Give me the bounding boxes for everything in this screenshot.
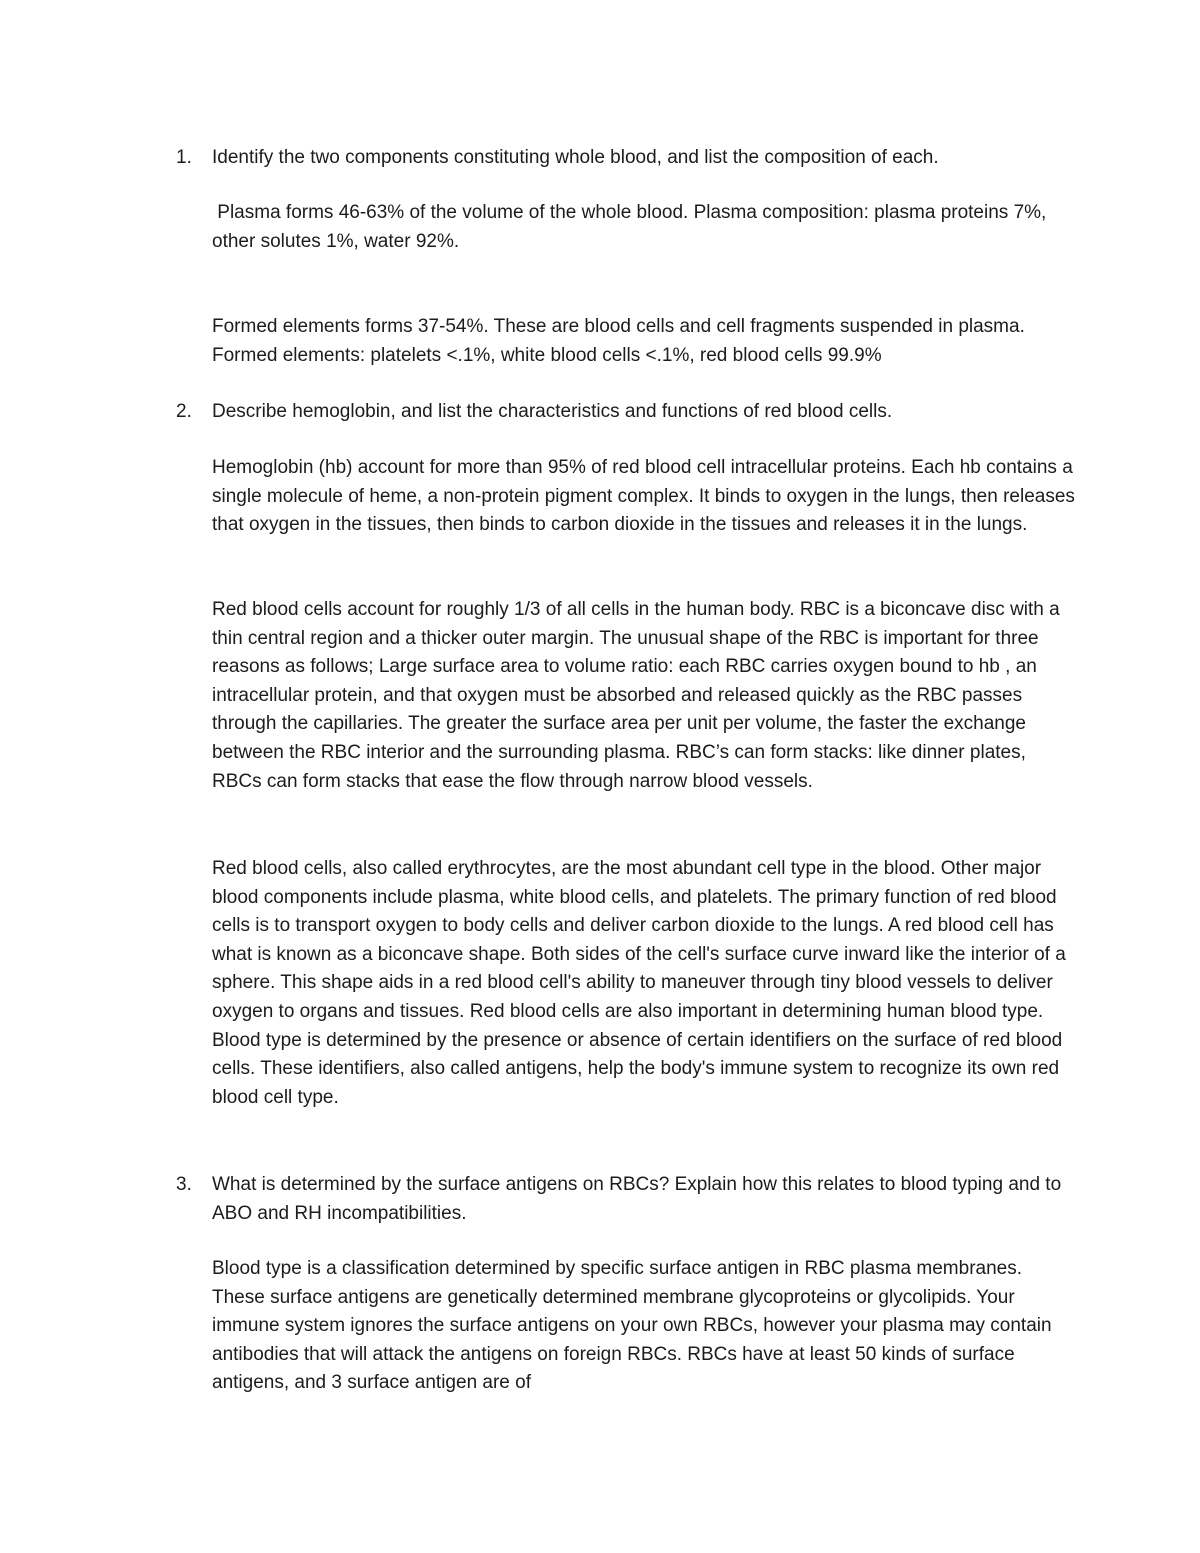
answer-3-blood-type bbox=[176, 1255, 1076, 1398]
answer-paragraph: Plasma forms 46-63% of the volume of the whole blood. Plasma composition: plasma proteins 7%, other solutes 1%, water 92%. bbox=[212, 202, 1052, 252]
answer-paragraph: Hemoglobin (hb) account for more than 95% of red blood cell intracellular proteins. Each hb contains a single molecule of heme, a non-protein pigment complex. It binds to oxygen in the lungs, then releases that oxygen in the tissues, then binds to carbon dioxide in the tissues and releases it in the lungs. bbox=[212, 457, 1075, 536]
answer-2-rbc-shape bbox=[176, 596, 1076, 796]
question-number: 2. bbox=[176, 401, 192, 422]
question-2 bbox=[176, 397, 1076, 426]
question-3 bbox=[176, 1170, 1076, 1228]
question-prompt: Describe hemoglobin, and list the characteristics and functions of red blood cells. bbox=[212, 401, 893, 422]
answer-paragraph: Red blood cells account for roughly 1/3 of all cells in the human body. RBC is a biconcave disc with a thin central region and a thicker outer margin. The unusual shape of the RBC is important for three reasons as follows; Large surface area to volume ratio: each RBC carries oxygen bound to hb , an intracellular protein, and that oxygen must be absorbed and released quickly as the RBC passes through the capillaries. The greater the surface area per unit per volume, the faster the exchange between the RBC interior and the surrounding plasma. RBC’s can form stacks: like dinner plates, RBCs can form stacks that ease the flow through narrow blood vessels. bbox=[212, 599, 1060, 792]
answer-1-plasma bbox=[176, 199, 1076, 256]
answer-1-formed-elements bbox=[176, 313, 1076, 370]
question-3-heading bbox=[176, 1170, 1076, 1228]
question-prompt: What is determined by the surface antigens on RBCs? Explain how this relates to blood typing and to ABO and RH incompatibilities. bbox=[212, 1174, 1062, 1224]
answer-paragraph: Blood type is a classification determined by specific surface antigen in RBC plasma membranes. These surface antigens are genetically determined membrane glycoproteins or glycolipids. Your immune system ignores the surface antigens on your own RBCs, however your plasma may contain antibodies that will attack the antigens on foreign RBCs. RBCs have at least 50 kinds of surface antigens, and 3 surface antigen are of bbox=[212, 1258, 1052, 1394]
answer-2-rbc-function bbox=[176, 855, 1076, 1112]
question-2-heading bbox=[176, 397, 1076, 426]
answer-paragraph: Formed elements forms 37-54%. These are blood cells and cell fragments suspended in plasma. Formed elements: platelets <.1%, white blood cells <.1%, red blood cells 99.9% bbox=[212, 316, 1025, 366]
answer-paragraph: Red blood cells, also called erythrocytes, are the most abundant cell type in the blood. Other major blood components include plasma, white blood cells, and platelets. The primary function of red blood cells is to transport oxygen to body cells and deliver carbon dioxide to the lungs. A red blood cell has what is known as a biconcave shape. Both sides of the cell's surface curve inward like the interior of a sphere. This shape aids in a red blood cell's ability to maneuver through tiny blood vessels to deliver oxygen to organs and tissues. Red blood cells are also important in determining human blood type. Blood type is determined by the presence or absence of certain identifiers on the surface of red blood cells. These identifiers, also called antigens, help the body's immune system to recognize its own red blood cell type. bbox=[212, 858, 1066, 1108]
question-number: 1. bbox=[176, 147, 192, 168]
question-1-heading bbox=[176, 143, 1076, 172]
question-1 bbox=[176, 143, 1076, 172]
question-prompt: Identify the two components constituting whole blood, and list the composition of each. bbox=[212, 147, 939, 168]
question-number: 3. bbox=[176, 1174, 192, 1195]
answer-2-hemoglobin bbox=[176, 454, 1076, 540]
